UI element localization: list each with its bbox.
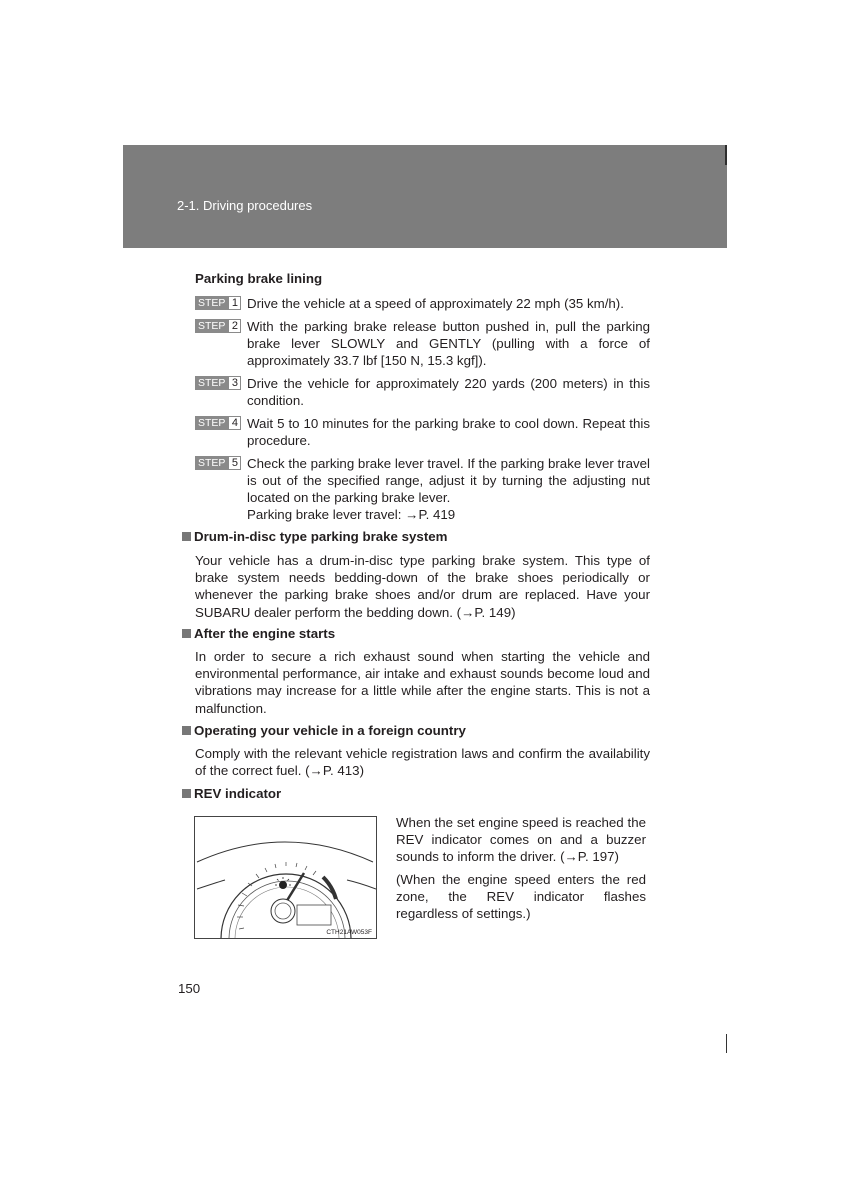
heading-rev-indicator: REV indicator <box>182 786 281 801</box>
paragraph-foreign-country: Comply with the relevant vehicle registration laws and confirm the availability of the correct fuel. (→P. 413) <box>195 746 650 779</box>
step-badge: STEP 2 <box>195 319 241 333</box>
paragraph-drum-in-disc: Your vehicle has a drum-in-disc type parking brake system. This type of brake system needs bedding-down of the brake shoes periodically or whenever the parking brake shoes and/or drum are replaced. Have your SUBARU dealer perform the bedding down. (→P. 149) <box>195 553 650 620</box>
step-text: Wait 5 to 10 minutes for the parking brake to cool down. Repeat this procedure. <box>247 416 650 449</box>
figure-caption: CTH21AW053F <box>326 929 372 936</box>
header-edge-mark <box>725 145 727 165</box>
parking-brake-lining-title: Parking brake lining <box>195 271 323 286</box>
section-title: 2-1. Driving procedures <box>177 198 313 213</box>
page-number: 150 <box>178 981 201 996</box>
square-bullet-icon <box>182 789 191 798</box>
rev-paragraph-1: When the set engine speed is reached the REV indicator comes on and a buzzer sounds to inform the driver. (→P. 197) <box>396 815 646 865</box>
step-text: Drive the vehicle for approximately 220 yards (200 meters) in this condition. <box>247 376 650 409</box>
step-extra-text: Parking brake lever travel: →P. 419 <box>247 507 456 522</box>
paragraph-after-engine-starts: In order to secure a rich exhaust sound when starting the vehicle and environmental performance, air intake and exhaust sounds become loud and vibrations may increase for a little while after the engine starts. This is not a malfunction. <box>195 649 650 716</box>
tachometer-illustration <box>195 817 377 939</box>
heading-drum-in-disc: Drum-in-disc type parking brake system <box>182 529 447 544</box>
step-text: With the parking brake release button pushed in, pull the parking brake lever SLOWLY and GENTLY (pulling with a force of approximately 33.7 lbf [150 N, 15.3 kgf]). <box>247 319 650 369</box>
square-bullet-icon <box>182 726 191 735</box>
step-badge: STEP 4 <box>195 416 241 430</box>
step-badge: STEP 1 <box>195 296 241 310</box>
step-badge: STEP 3 <box>195 376 241 390</box>
square-bullet-icon <box>182 532 191 541</box>
tachometer-figure <box>194 816 377 939</box>
step-text: Check the parking brake lever travel. If the parking brake lever travel is out of the specified range, adjust it by turning the adjusting nut located on the parking brake lever. <box>247 456 650 506</box>
step-badge: STEP 5 <box>195 456 241 470</box>
chapter-header-band <box>123 145 727 248</box>
square-bullet-icon <box>182 629 191 638</box>
heading-after-engine-starts: After the engine starts <box>182 626 335 641</box>
heading-foreign-country: Operating your vehicle in a foreign country <box>182 723 466 738</box>
step-text: Drive the vehicle at a speed of approximately 22 mph (35 km/h). <box>247 296 624 311</box>
rev-paragraph-2: (When the engine speed enters the red zone, the REV indicator flashes regardless of settings.) <box>396 872 646 922</box>
margin-mark <box>726 1034 727 1053</box>
